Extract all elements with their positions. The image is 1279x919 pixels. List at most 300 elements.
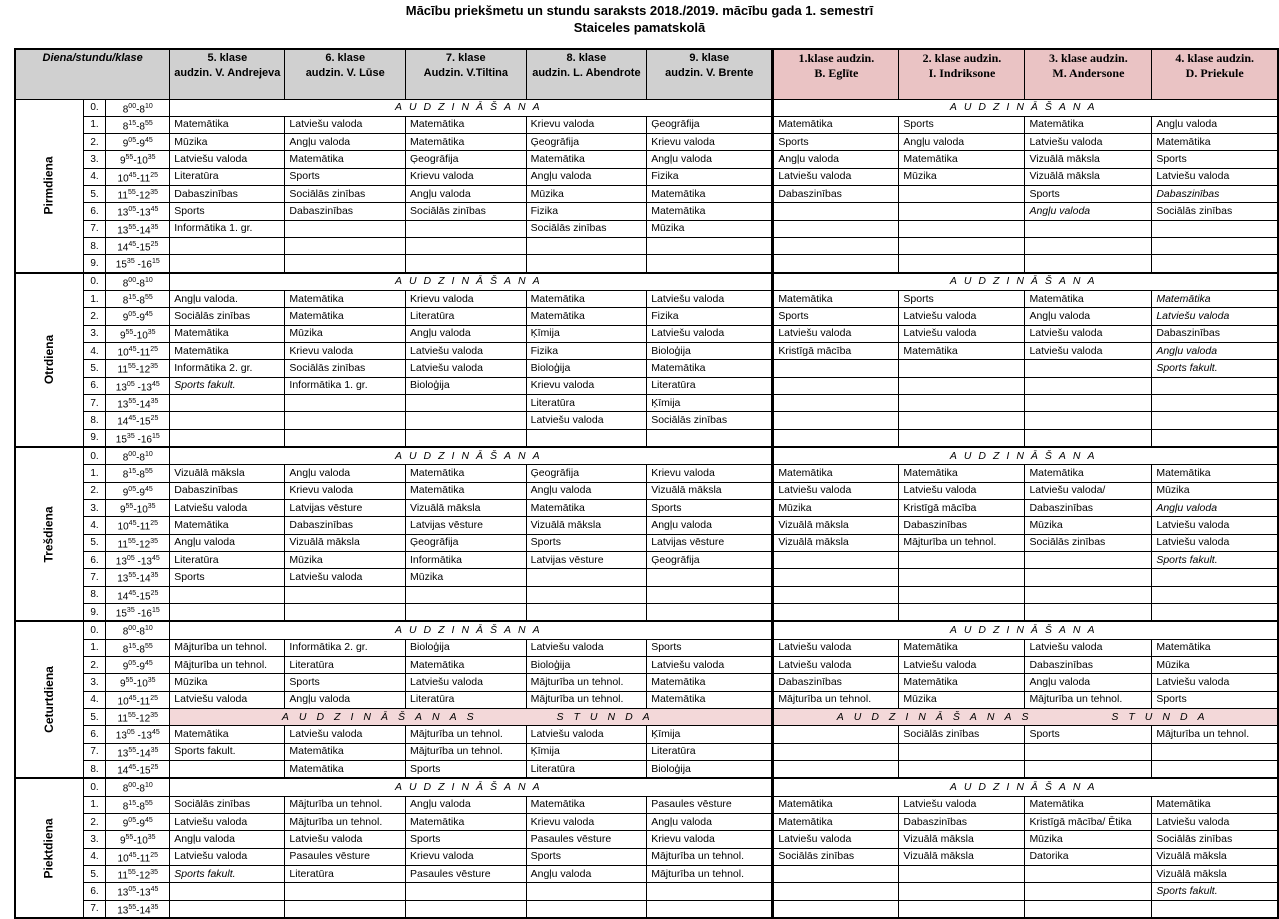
- lesson-time: $10^{45}-11^{25}$: [106, 848, 170, 865]
- subject-cell: [1025, 760, 1152, 778]
- subject-cell: Latviešu valoda: [773, 639, 899, 656]
- subject-cell: Sports: [285, 168, 406, 185]
- schedule-row: [15, 552, 1278, 569]
- subject-cell: [899, 865, 1025, 882]
- subject-cell: [406, 586, 527, 603]
- subject-cell: Matemātika: [773, 813, 899, 830]
- subject-cell: [170, 395, 285, 412]
- subject-cell: Matemātika: [526, 796, 647, 813]
- subject-cell: [773, 203, 899, 220]
- subject-cell: Sports: [170, 569, 285, 586]
- subject-cell: Literatūra: [647, 377, 773, 394]
- audzinasana-cell: AUDZINĀŠANA: [773, 447, 1278, 465]
- subject-cell: Dabaszinības: [285, 203, 406, 220]
- subject-cell: Sociālās zinības: [406, 203, 527, 220]
- subject-cell: Sports: [773, 308, 899, 325]
- subject-cell: Angļu valoda: [406, 325, 527, 342]
- lesson-number: 2.: [83, 308, 106, 325]
- subject-cell: Matemātika: [406, 482, 527, 499]
- subject-cell: Vizuālā māksla: [1152, 848, 1278, 865]
- subject-cell: Vizuālā māksla: [1152, 865, 1278, 882]
- subject-cell: Bioloģija: [526, 657, 647, 674]
- subject-cell: Mājturība un tehnol.: [647, 848, 773, 865]
- subject-cell: Mājturība un tehnol.: [899, 534, 1025, 551]
- subject-cell: Dabaszinības: [899, 813, 1025, 830]
- subject-cell: [285, 586, 406, 603]
- subject-cell: Fizika: [526, 203, 647, 220]
- subject-cell: Vizuālā māksla: [170, 465, 285, 482]
- subject-cell: Latviešu valoda: [1152, 813, 1278, 830]
- subject-cell: Angļu valoda: [285, 691, 406, 708]
- schedule-row: [15, 429, 1278, 447]
- subject-cell: Angļu valoda: [1025, 203, 1152, 220]
- schedule-row: [15, 412, 1278, 429]
- subject-cell: [1152, 395, 1278, 412]
- subject-cell: Latvijas vēsture: [406, 517, 527, 534]
- subject-cell: Pasaules vēsture: [647, 796, 773, 813]
- schedule-row: [15, 151, 1278, 168]
- subject-cell: Latviešu valoda: [406, 360, 527, 377]
- schedule-row: [15, 308, 1278, 325]
- subject-cell: Sports: [899, 116, 1025, 133]
- lesson-number: 7.: [83, 743, 106, 760]
- schedule-row: [15, 517, 1278, 534]
- subject-cell: [1025, 604, 1152, 622]
- subject-cell: Vizuālā māksla: [406, 500, 527, 517]
- lesson-time: $10^{45}-11^{25}$: [106, 517, 170, 534]
- lesson-number: 1.: [83, 116, 106, 133]
- lesson-time: $13^{55}-14^{35}$: [106, 900, 170, 918]
- subject-cell: Vizuālā māksla: [1025, 151, 1152, 168]
- subject-cell: Mūzika: [647, 220, 773, 237]
- column-header: 9. klase audzin. V. Brente: [647, 49, 773, 99]
- column-header: 8. klase audzin. L. Abendrote: [526, 49, 647, 99]
- subject-cell: [899, 900, 1025, 918]
- subject-cell: Matemātika: [285, 151, 406, 168]
- subject-cell: Matemātika: [647, 186, 773, 203]
- subject-cell: Matemātika: [285, 308, 406, 325]
- lesson-time: $9^{55}-10^{35}$: [106, 500, 170, 517]
- audzinasanas-stunda-cell: AUDZINĀŠANAS STUNDA: [170, 708, 773, 725]
- subject-cell: [1025, 552, 1152, 569]
- subject-cell: Informātika: [406, 552, 527, 569]
- schedule-row: [15, 343, 1278, 360]
- corner-header: Diena/stundu/klase: [15, 49, 170, 99]
- subject-cell: Dabaszinības: [773, 186, 899, 203]
- subject-cell: Mūzika: [285, 552, 406, 569]
- subject-cell: [1025, 238, 1152, 255]
- schedule-row: [15, 900, 1278, 918]
- lesson-number: 8.: [83, 412, 106, 429]
- subject-cell: [285, 255, 406, 273]
- subject-cell: [406, 883, 527, 900]
- subject-cell: Mājturība un tehnol.: [285, 796, 406, 813]
- lesson-number: 3.: [83, 831, 106, 848]
- subject-cell: Mūzika: [899, 691, 1025, 708]
- subject-cell: Sociālās zinības: [285, 360, 406, 377]
- subject-cell: [406, 900, 527, 918]
- subject-cell: [526, 586, 647, 603]
- subject-cell: Sociālās zinības: [1152, 831, 1278, 848]
- lesson-number: 3.: [83, 674, 106, 691]
- lesson-time: $10^{45}-11^{25}$: [106, 343, 170, 360]
- lesson-number: 0.: [83, 778, 106, 796]
- subject-cell: Vizuālā māksla: [647, 482, 773, 499]
- subject-cell: [1152, 377, 1278, 394]
- subject-cell: Matemātika: [526, 151, 647, 168]
- subject-cell: [526, 604, 647, 622]
- lesson-time: $8^{15}-8^{55}$: [106, 465, 170, 482]
- subject-cell: Sociālās zinības: [1025, 534, 1152, 551]
- subject-cell: Sports fakult.: [1152, 552, 1278, 569]
- audzinasana-cell: AUDZINĀŠANA: [170, 621, 773, 639]
- subject-cell: Latviešu valoda: [773, 482, 899, 499]
- lesson-time: $15^{35}$ $-16^{15}$: [106, 429, 170, 447]
- subject-cell: [899, 604, 1025, 622]
- schedule-row: [15, 760, 1278, 778]
- schedule-row: [15, 116, 1278, 133]
- subject-cell: Krievu valoda: [647, 134, 773, 151]
- page-title: Mācību priekšmetu un stundu saraksts 2018./2019. mācību gada 1. semestrī: [405, 3, 874, 18]
- lesson-number: 4.: [83, 691, 106, 708]
- lesson-time: $11^{55}-12^{35}$: [106, 186, 170, 203]
- schedule-row: [15, 186, 1278, 203]
- subject-cell: Latviešu valoda: [1025, 343, 1152, 360]
- subject-cell: Angļu valoda: [526, 168, 647, 185]
- subject-cell: Latviešu valoda: [1152, 168, 1278, 185]
- subject-cell: Angļu valoda: [647, 813, 773, 830]
- lesson-number: 6.: [83, 377, 106, 394]
- subject-cell: [1025, 865, 1152, 882]
- subject-cell: Angļu valoda: [1152, 116, 1278, 133]
- subject-cell: Krievu valoda: [285, 343, 406, 360]
- subject-cell: Matemātika: [1025, 796, 1152, 813]
- subject-cell: Angļu valoda: [1152, 343, 1278, 360]
- subject-cell: Krievu valoda: [647, 465, 773, 482]
- subject-cell: Latviešu valoda/: [1025, 482, 1152, 499]
- subject-cell: [647, 429, 773, 447]
- subject-cell: [526, 255, 647, 273]
- lesson-time: $9^{05}-9^{45}$: [106, 134, 170, 151]
- subject-cell: [170, 760, 285, 778]
- schedule-row: [15, 255, 1278, 273]
- subject-cell: Fizika: [647, 168, 773, 185]
- subject-cell: [1025, 220, 1152, 237]
- subject-cell: [773, 255, 899, 273]
- subject-cell: Matemātika: [170, 325, 285, 342]
- subject-cell: [1025, 743, 1152, 760]
- subject-cell: Kristīgā mācība: [899, 500, 1025, 517]
- lesson-time: $13^{05}-13^{45}$: [106, 203, 170, 220]
- subject-cell: Bioloģija: [647, 760, 773, 778]
- lesson-time: $14^{45}-15^{25}$: [106, 412, 170, 429]
- subject-cell: Vizuālā māksla: [1025, 168, 1152, 185]
- subject-cell: Latviešu valoda: [773, 325, 899, 342]
- subject-cell: Mājturība un tehnol.: [406, 743, 527, 760]
- subject-cell: Mūzika: [1025, 517, 1152, 534]
- subject-cell: Mājturība un tehnol.: [526, 691, 647, 708]
- subject-cell: Matemātika: [1152, 291, 1278, 308]
- subject-cell: Matemātika: [899, 151, 1025, 168]
- subject-cell: Angļu valoda: [647, 517, 773, 534]
- subject-cell: Latviešu valoda: [406, 674, 527, 691]
- subject-cell: Ģeogrāfija: [526, 134, 647, 151]
- subject-cell: Bioloģija: [647, 343, 773, 360]
- subject-cell: Ķīmija: [526, 325, 647, 342]
- subject-cell: Angļu valoda: [899, 134, 1025, 151]
- subject-cell: Ķīmija: [526, 743, 647, 760]
- schedule-row: [15, 325, 1278, 342]
- subject-cell: [899, 203, 1025, 220]
- subject-cell: Mūzika: [1152, 482, 1278, 499]
- subject-cell: Krievu valoda: [526, 813, 647, 830]
- lesson-time: $10^{45}-11^{25}$: [106, 691, 170, 708]
- lesson-number: 8.: [83, 760, 106, 778]
- schedule-row: [15, 291, 1278, 308]
- lesson-number: 9.: [83, 604, 106, 622]
- subject-cell: Matemātika: [899, 465, 1025, 482]
- subject-cell: [899, 220, 1025, 237]
- schedule-row: [15, 134, 1278, 151]
- subject-cell: Latviešu valoda: [526, 639, 647, 656]
- subject-cell: Krievu valoda: [406, 168, 527, 185]
- subject-cell: Latviešu valoda: [1152, 517, 1278, 534]
- subject-cell: [170, 604, 285, 622]
- lesson-number: 4.: [83, 168, 106, 185]
- subject-cell: [773, 552, 899, 569]
- subject-cell: Mūzika: [1152, 657, 1278, 674]
- subject-cell: [285, 883, 406, 900]
- lesson-number: 2.: [83, 657, 106, 674]
- schedule-row: [15, 586, 1278, 603]
- lesson-number: 3.: [83, 500, 106, 517]
- schedule-row: [15, 743, 1278, 760]
- subject-cell: Pasaules vēsture: [285, 848, 406, 865]
- subject-cell: Krievu valoda: [406, 848, 527, 865]
- subject-cell: [406, 429, 527, 447]
- subject-cell: Angļu valoda: [1025, 674, 1152, 691]
- column-header: 7. klase Audzin. V.Tiltina: [406, 49, 527, 99]
- subject-cell: Sports: [526, 534, 647, 551]
- subject-cell: Matemātika: [170, 343, 285, 360]
- subject-cell: Angļu valoda: [647, 151, 773, 168]
- subject-cell: Latviešu valoda: [406, 343, 527, 360]
- subject-cell: Vizuālā māksla: [899, 848, 1025, 865]
- lesson-number: 7.: [83, 900, 106, 918]
- schedule-row: [15, 778, 1278, 796]
- subject-cell: Latviešu valoda: [285, 726, 406, 743]
- subject-cell: [773, 760, 899, 778]
- subject-cell: Mājturība un tehnol.: [170, 639, 285, 656]
- schedule-row: [15, 273, 1278, 291]
- subject-cell: Informātika 2. gr.: [170, 360, 285, 377]
- lesson-time: $9^{55}-10^{35}$: [106, 831, 170, 848]
- subject-cell: [170, 429, 285, 447]
- subject-cell: Latviešu valoda: [647, 291, 773, 308]
- lesson-number: 4.: [83, 343, 106, 360]
- lesson-time: $9^{55}-10^{35}$: [106, 325, 170, 342]
- schedule-row: [15, 691, 1278, 708]
- subject-cell: [526, 569, 647, 586]
- schedule-row: [15, 500, 1278, 517]
- subject-cell: [285, 429, 406, 447]
- subject-cell: [1152, 220, 1278, 237]
- subject-cell: Krievu valoda: [285, 482, 406, 499]
- subject-cell: Fizika: [647, 308, 773, 325]
- subject-cell: [1025, 395, 1152, 412]
- subject-cell: [899, 429, 1025, 447]
- subject-cell: Latviešu valoda: [170, 500, 285, 517]
- subject-cell: [899, 255, 1025, 273]
- subject-cell: [773, 604, 899, 622]
- subject-cell: Matemātika: [406, 657, 527, 674]
- subject-cell: [1152, 743, 1278, 760]
- subject-cell: Latviešu valoda: [285, 116, 406, 133]
- subject-cell: Latviešu valoda: [1025, 639, 1152, 656]
- lesson-time: $14^{45}-15^{25}$: [106, 586, 170, 603]
- subject-cell: [899, 377, 1025, 394]
- subject-cell: Matemātika: [773, 291, 899, 308]
- lesson-number: 5.: [83, 708, 106, 725]
- subject-cell: Matemātika: [1152, 465, 1278, 482]
- lesson-time: $8^{00}-8^{10}$: [106, 778, 170, 796]
- subject-cell: [773, 395, 899, 412]
- lesson-time: $13^{55}-14^{35}$: [106, 395, 170, 412]
- schedule-row: [15, 674, 1278, 691]
- lesson-number: 7.: [83, 569, 106, 586]
- subject-cell: Sports: [526, 848, 647, 865]
- audzinasana-cell: AUDZINĀŠANA: [170, 99, 773, 116]
- lesson-time: $9^{55}-10^{35}$: [106, 674, 170, 691]
- subject-cell: Matemātika: [1152, 639, 1278, 656]
- subject-cell: Sociālās zinības: [170, 796, 285, 813]
- lesson-time: $13^{05}$ $-13^{45}$: [106, 377, 170, 394]
- subject-cell: Latviešu valoda: [170, 848, 285, 865]
- lesson-number: 7.: [83, 220, 106, 237]
- lesson-time: $9^{05}-9^{45}$: [106, 308, 170, 325]
- subject-cell: Ģeogrāfija: [406, 151, 527, 168]
- day-label: Pirmdiena: [15, 99, 83, 273]
- subject-cell: Matemātika: [1025, 465, 1152, 482]
- lesson-time: $9^{55}-10^{35}$: [106, 151, 170, 168]
- subject-cell: Matemātika: [526, 500, 647, 517]
- subject-cell: [773, 865, 899, 882]
- subject-cell: Matemātika: [170, 517, 285, 534]
- subject-cell: Matemātika: [285, 291, 406, 308]
- subject-cell: Krievu valoda: [526, 377, 647, 394]
- schedule-row: [15, 465, 1278, 482]
- subject-cell: [285, 900, 406, 918]
- schedule-row: [15, 569, 1278, 586]
- column-header: 5. klase audzin. V. Andrejeva: [170, 49, 285, 99]
- lesson-number: 9.: [83, 255, 106, 273]
- subject-cell: [285, 395, 406, 412]
- lesson-time: $11^{55}-12^{35}$: [106, 865, 170, 882]
- subject-cell: [899, 760, 1025, 778]
- subject-cell: [1025, 412, 1152, 429]
- subject-cell: Dabaszinības: [285, 517, 406, 534]
- subject-cell: [647, 238, 773, 255]
- subject-cell: Matemātika: [647, 360, 773, 377]
- subject-cell: Sports: [1152, 691, 1278, 708]
- subject-cell: Sports: [773, 134, 899, 151]
- lesson-number: 5.: [83, 534, 106, 551]
- lesson-time: $8^{15}-8^{55}$: [106, 291, 170, 308]
- subject-cell: [1025, 569, 1152, 586]
- lesson-number: 6.: [83, 203, 106, 220]
- lesson-time: $8^{15}-8^{55}$: [106, 116, 170, 133]
- subject-cell: Matemātika: [773, 796, 899, 813]
- lesson-time: $13^{05}-13^{45}$: [106, 883, 170, 900]
- lesson-number: 0.: [83, 273, 106, 291]
- subject-cell: [773, 743, 899, 760]
- subject-cell: Bioloģija: [526, 360, 647, 377]
- subject-cell: Matemātika: [1152, 134, 1278, 151]
- page-subtitle: Staiceles pamatskolā: [573, 20, 706, 35]
- subject-cell: [170, 883, 285, 900]
- subject-cell: Latviešu valoda: [1152, 308, 1278, 325]
- subject-cell: [899, 586, 1025, 603]
- subject-cell: Sports fakult.: [1152, 360, 1278, 377]
- schedule-row: [15, 377, 1278, 394]
- subject-cell: Latviešu valoda: [1152, 534, 1278, 551]
- subject-cell: Angļu valoda: [1152, 500, 1278, 517]
- subject-cell: Angļu valoda: [285, 465, 406, 482]
- subject-cell: Latviešu valoda: [773, 657, 899, 674]
- subject-cell: Sociālās zinības: [170, 308, 285, 325]
- subject-cell: [899, 552, 1025, 569]
- lesson-time: $14^{45}-15^{25}$: [106, 760, 170, 778]
- subject-cell: Matemātika: [773, 116, 899, 133]
- lesson-number: 4.: [83, 848, 106, 865]
- subject-cell: Latviešu valoda: [1025, 134, 1152, 151]
- subject-cell: Literatūra: [647, 743, 773, 760]
- schedule-row: [15, 604, 1278, 622]
- subject-cell: [647, 255, 773, 273]
- schedule-row: [15, 831, 1278, 848]
- schedule-row: [15, 168, 1278, 185]
- subject-cell: Matemātika: [406, 134, 527, 151]
- subject-cell: Angļu valoda: [773, 151, 899, 168]
- lesson-time: $8^{00}-8^{10}$: [106, 621, 170, 639]
- lesson-time: $8^{15}-8^{55}$: [106, 796, 170, 813]
- subject-cell: [170, 238, 285, 255]
- schedule-row: [15, 482, 1278, 499]
- subject-cell: Latviešu valoda: [526, 726, 647, 743]
- lesson-number: 8.: [83, 586, 106, 603]
- subject-cell: Sports: [285, 674, 406, 691]
- subject-cell: Mājturība un tehnol.: [406, 726, 527, 743]
- subject-cell: Angļu valoda: [170, 534, 285, 551]
- subject-cell: Mūzika: [285, 325, 406, 342]
- lesson-number: 0.: [83, 621, 106, 639]
- schedule-row: [15, 865, 1278, 882]
- lesson-time: $15^{35}$ $-16^{15}$: [106, 604, 170, 622]
- subject-cell: Latviešu valoda: [170, 813, 285, 830]
- lesson-number: 3.: [83, 325, 106, 342]
- lesson-number: 9.: [83, 429, 106, 447]
- lesson-time: $8^{15}-8^{55}$: [106, 639, 170, 656]
- lesson-time: $8^{00}-8^{10}$: [106, 447, 170, 465]
- schedule-row: [15, 203, 1278, 220]
- subject-cell: Matemātika: [170, 726, 285, 743]
- subject-cell: Latviešu valoda: [899, 796, 1025, 813]
- subject-cell: Angļu valoda: [1025, 308, 1152, 325]
- schedule-row: [15, 447, 1278, 465]
- subject-cell: [1152, 238, 1278, 255]
- subject-cell: Mājturība un tehnol.: [285, 813, 406, 830]
- lesson-number: 0.: [83, 99, 106, 116]
